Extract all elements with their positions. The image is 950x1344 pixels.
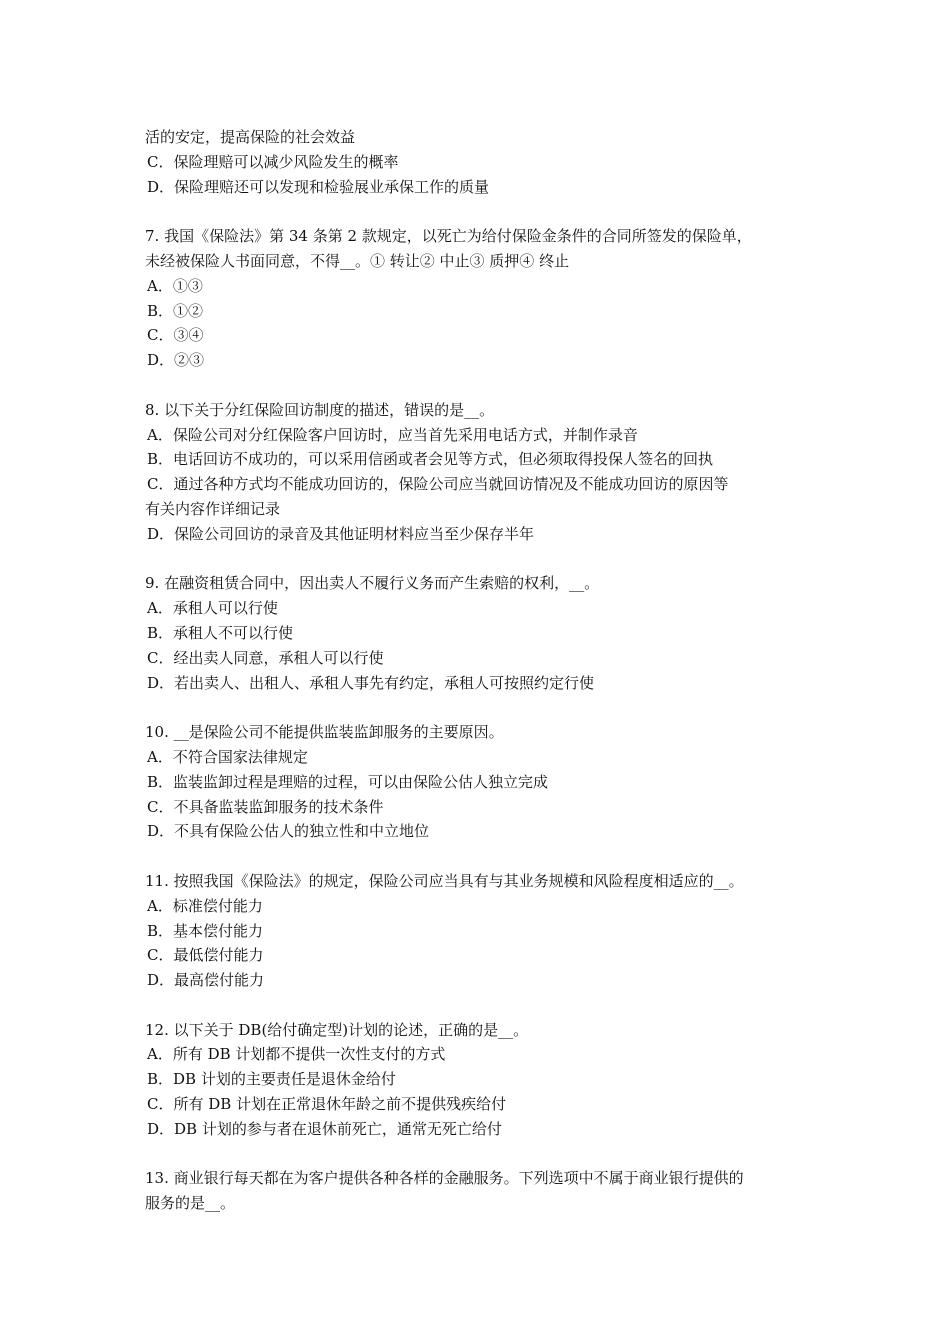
option-c: C．③④	[147, 326, 204, 345]
option-c: C．保险理赔可以减少风险发生的概率	[147, 152, 399, 171]
spacer	[145, 373, 810, 398]
question-stem: 未经被保险人书面同意，不得__。① 转让② 中止③ 质押④ 终止	[145, 251, 570, 270]
option-c: C．经出卖人同意，承租人可以行使	[147, 648, 384, 667]
question-12	[145, 1018, 810, 1142]
option-b: B．基本偿付能力	[147, 921, 264, 940]
option-c: C．所有 DB 计划在正常退休年龄之前不提供残疾给付	[147, 1095, 507, 1114]
option-d: D．保险公司回访的录音及其他证明材料应当至少保存半年	[147, 524, 535, 543]
question-11	[145, 869, 810, 993]
option-a: A．不符合国家法律规定	[147, 747, 308, 766]
question-stem: 9. 在融资租赁合同中，因出卖人不履行义务而产生索赔的权利，__。	[145, 574, 600, 593]
question-stem: 12. 以下关于 DB(给付确定型)计划的论述，正确的是__。	[145, 1020, 529, 1039]
continuation-block	[145, 125, 810, 199]
question-stem: 8. 以下关于分红保险回访制度的描述，错误的是__。	[145, 400, 495, 419]
spacer	[145, 547, 810, 572]
option-b: B．①②	[147, 301, 204, 320]
option-d: D．DB 计划的参与者在退休前死亡，通常无死亡给付	[147, 1119, 502, 1138]
option-b: B．监装监卸过程是理赔的过程，可以由保险公估人独立完成	[147, 772, 549, 791]
continuation-line: 活的安定，提高保险的社会效益	[145, 128, 356, 146]
option-d: D．保险理赔还可以发现和检验展业承保工作的质量	[147, 177, 490, 196]
question-13	[145, 1166, 810, 1216]
spacer	[145, 844, 810, 869]
option-b: B．电话回访不成功的，可以采用信函或者会见等方式，但必须取得投保人签名的回执	[147, 450, 714, 469]
question-stem: 13. 商业银行每天都在为客户提供各种各样的金融服务。下列选项中不属于商业银行提供的	[145, 1169, 744, 1188]
question-10	[145, 720, 810, 844]
question-8	[145, 398, 810, 547]
question-stem: 服务的是__。	[145, 1194, 236, 1213]
option-b: B．DB 计划的主要责任是退休金给付	[147, 1070, 396, 1089]
option-a: A．保险公司对分红保险客户回访时，应当首先采用电话方式，并制作录音	[147, 425, 638, 444]
option-c: C．不具备监装监卸服务的技术条件	[147, 797, 384, 816]
option-d: D．最高偿付能力	[147, 971, 265, 990]
question-stem: 7. 我国《保险法》第 34 条第 2 款规定，以死亡为给付保险金条件的合同所签发的保险单，	[145, 227, 752, 246]
option-a: A．承租人可以行使	[147, 599, 278, 618]
question-stem: 10. __是保险公司不能提供监装监卸服务的主要原因。	[145, 723, 504, 742]
option-d: D．②③	[147, 351, 205, 370]
spacer	[145, 695, 810, 720]
option-a: A．标准偿付能力	[147, 896, 263, 915]
question-7	[145, 224, 810, 373]
option-a: A．①③	[147, 276, 203, 295]
option-c-continued: 有关内容作详细记录	[145, 499, 281, 518]
option-b: B．承租人不可以行使	[147, 623, 294, 642]
option-d: D．若出卖人、出租人、承租人事先有约定，承租人可按照约定行使	[147, 673, 595, 692]
option-c: C．通过各种方式均不能成功回访的，保险公司应当就回访情况及不能成功回访的原因等	[147, 475, 729, 494]
spacer	[145, 1142, 810, 1167]
spacer	[145, 993, 810, 1018]
option-a: A．所有 DB 计划都不提供一次性支付的方式	[147, 1045, 446, 1064]
question-stem: 11. 按照我国《保险法》的规定，保险公司应当具有与其业务规模和风险程度相适应的__。	[145, 871, 744, 890]
spacer	[145, 199, 810, 224]
option-d: D．不具有保险公估人的独立性和中立地位	[147, 822, 430, 841]
option-c: C．最低偿付能力	[147, 946, 264, 965]
question-9	[145, 571, 810, 695]
